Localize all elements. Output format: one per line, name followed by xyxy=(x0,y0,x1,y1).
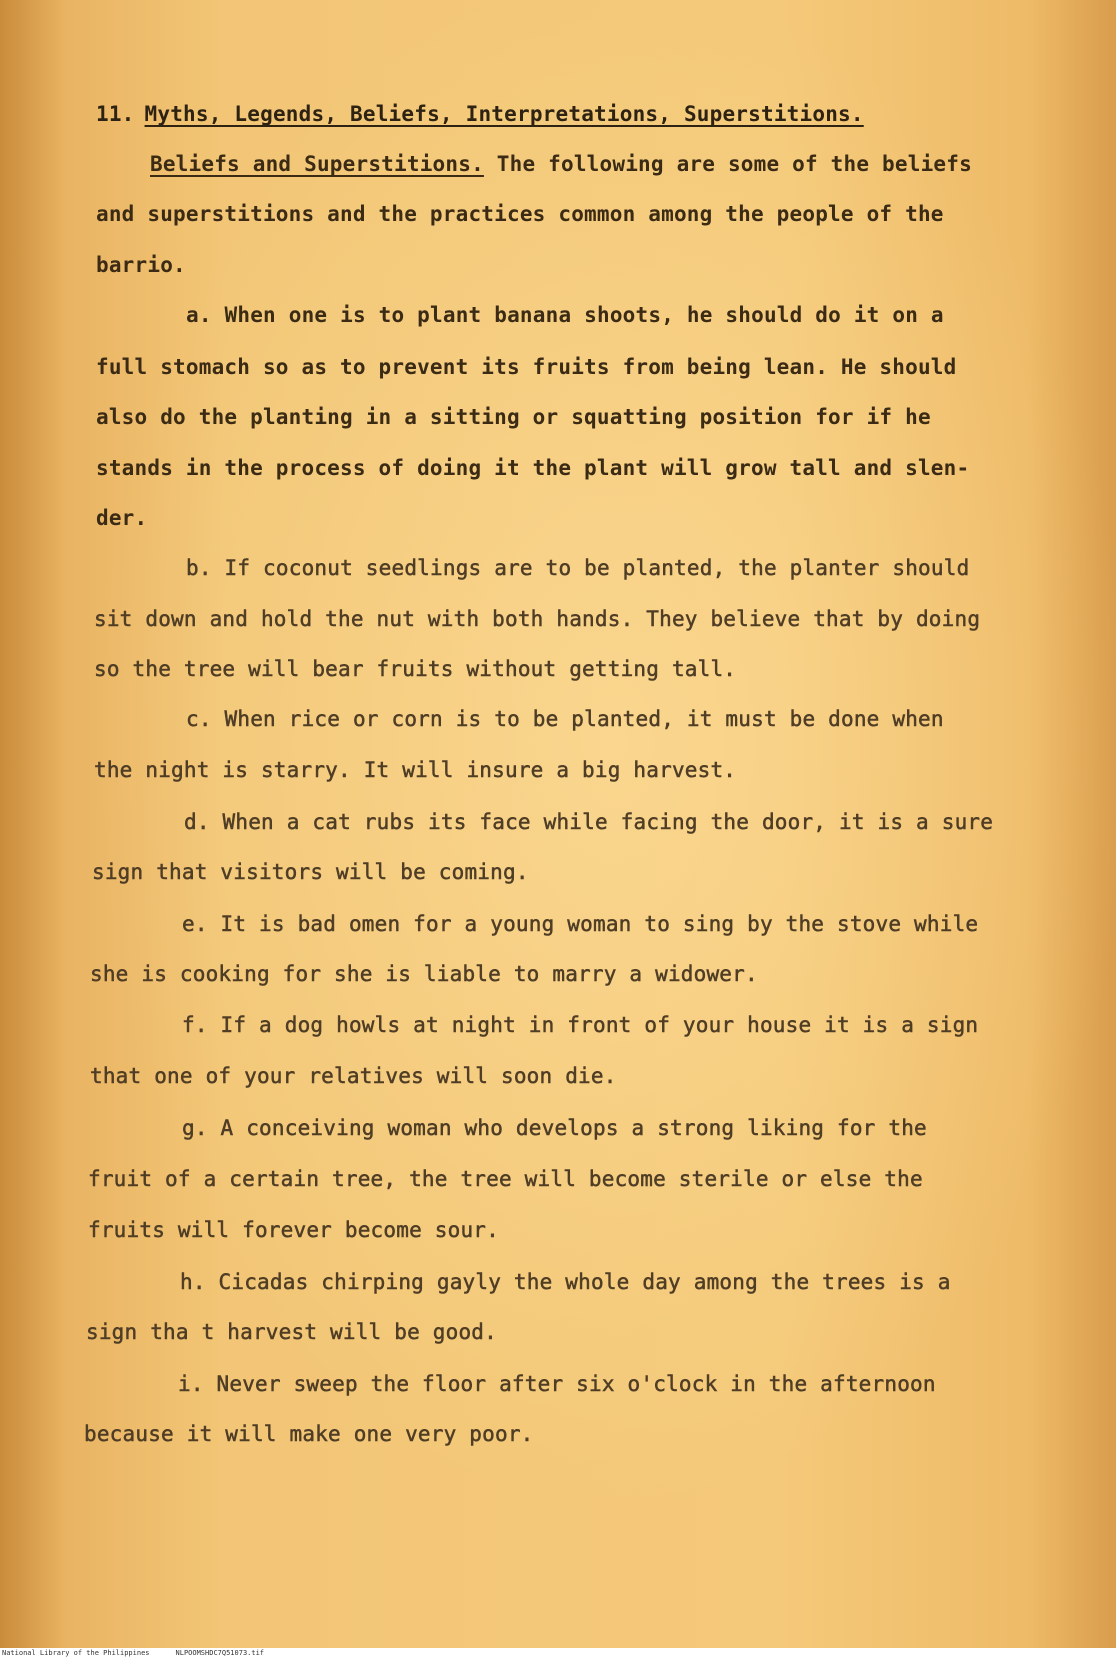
belief-item-e-line: e. It is bad omen for a young woman to sing by the stove while xyxy=(182,912,979,936)
belief-item-d-line: sign that visitors will be coming. xyxy=(92,860,529,884)
belief-item-c-line: c. When rice or corn is to be planted, it must be done when xyxy=(186,707,944,731)
intro-text: The following are some of the beliefs xyxy=(483,152,972,176)
belief-item-c-line: the night is starry. It will insure a big harvest. xyxy=(94,758,737,782)
scan-footer xyxy=(0,1648,1116,1658)
footer-file: NLPOOMSHDC7Q51073.tif xyxy=(175,1649,265,1657)
belief-item-h-line: sign tha t harvest will be good. xyxy=(86,1320,497,1344)
belief-item-a-line: also do the planting in a sitting or squatting position for if he xyxy=(96,405,931,429)
intro-line xyxy=(150,152,972,176)
belief-item-d-line: d. When a cat rubs its face while facing the door, it is a sure xyxy=(184,810,994,834)
belief-item-f-line: f. If a dog howls at night in front of your house it is a sign xyxy=(182,1013,979,1037)
section-heading xyxy=(96,102,864,126)
belief-item-i-line: i. Never sweep the floor after six o'clock in the afternoon xyxy=(178,1372,936,1396)
intro-line: barrio. xyxy=(96,253,186,277)
belief-item-g-line: fruit of a certain tree, the tree will become sterile or else the xyxy=(88,1167,923,1191)
intro-subtitle: Beliefs and Superstitions. xyxy=(150,152,484,176)
belief-item-f-line: that one of your relatives will soon die. xyxy=(90,1064,617,1088)
belief-item-b-line: so the tree will bear fruits without getting tall. xyxy=(94,657,737,681)
section-number: 11. xyxy=(96,102,135,126)
belief-item-h-line: h. Cicadas chirping gayly the whole day among the trees is a xyxy=(180,1270,951,1294)
intro-line: and superstitions and the practices common among the people of the xyxy=(96,202,944,226)
belief-item-a-line: der. xyxy=(96,506,148,530)
belief-item-g-line: g. A conceiving woman who develops a strong liking for the xyxy=(182,1116,927,1140)
section-title: Myths, Legends, Beliefs, Interpretations, Superstitions. xyxy=(144,102,864,126)
belief-item-e-line: she is cooking for she is liable to marry a widower. xyxy=(90,962,758,986)
belief-item-a-line: full stomach so as to prevent its fruits from being lean. He should xyxy=(96,355,957,379)
belief-item-i-line: because it will make one very poor. xyxy=(84,1422,534,1446)
belief-item-b-line: sit down and hold the nut with both hands. They believe that by doing xyxy=(94,607,981,631)
footer-source: National Library of the Philippines xyxy=(2,1649,150,1657)
belief-item-g-line: fruits will forever become sour. xyxy=(88,1218,499,1242)
belief-item-a-line: a. When one is to plant banana shoots, he should do it on a xyxy=(186,303,944,327)
belief-item-b-line: b. If coconut seedlings are to be planted, the planter should xyxy=(186,556,970,580)
belief-item-a-line: stands in the process of doing it the plant will grow tall and slen- xyxy=(96,456,970,480)
